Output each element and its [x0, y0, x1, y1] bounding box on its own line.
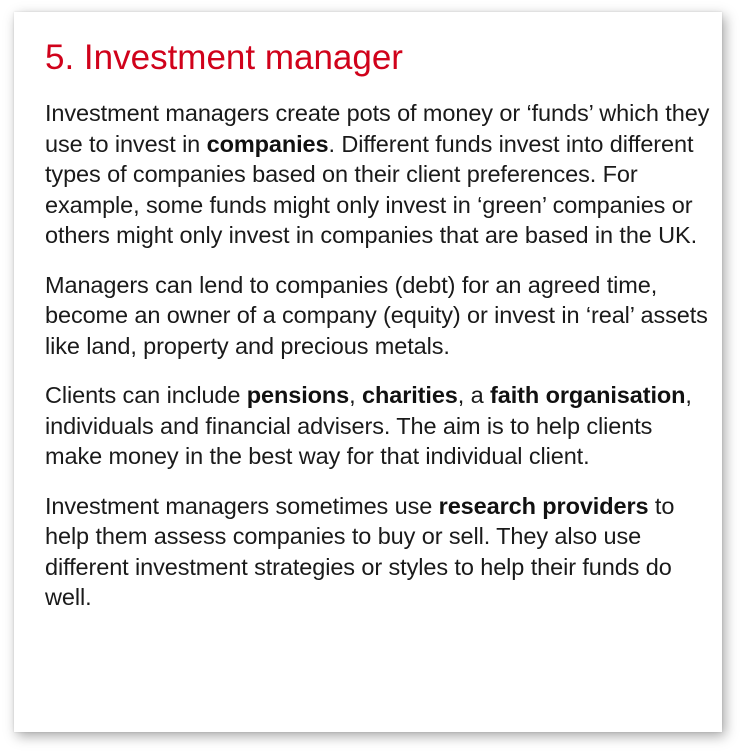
paragraph-clients [45, 380, 715, 472]
paragraph-4-text-c: to help them assess companies to buy or sell. They also use different investment strategies or styles to help their funds do well. [45, 492, 675, 610]
info-card [14, 12, 722, 732]
paragraph-3-text-a: Clients can include [45, 382, 247, 408]
card-content [45, 36, 715, 632]
paragraph-4-text-a: Investment managers sometimes use [45, 492, 439, 519]
keyword-companies: companies [206, 130, 329, 157]
keyword-research-providers: research providers [438, 492, 649, 519]
paragraph-3-sep-2: , a [457, 382, 491, 408]
paragraph-investment-managers [45, 98, 715, 251]
section-title: 5. Investment manager [45, 38, 403, 77]
paragraph-1-text-a: Investment managers create pots of money or ‘funds’ which they use to invest in [45, 100, 710, 157]
keyword-charities: charities [362, 382, 458, 408]
paragraph-3-text-c: , individuals and financial advisers. The aim is to help clients make money in the best way for that individual client. [45, 382, 692, 469]
paragraph-3-sep-1: , [349, 382, 362, 408]
keyword-pensions: pensions [246, 382, 350, 408]
paragraph-research-providers [45, 491, 715, 613]
paragraph-managers-lend: Managers can lend to companies (debt) for an agreed time, become an owner of a company (equity) or invest in ‘real’ assets like land, property and precious metals. [45, 271, 708, 359]
paragraph-1-text-c: . Different funds invest into different types of companies based on their client preferences. For example, some funds might only invest in ‘green’ companies or others might only invest in companies that are based in the UK. [45, 130, 698, 248]
keyword-faith-organisation: faith organisation [490, 382, 686, 408]
